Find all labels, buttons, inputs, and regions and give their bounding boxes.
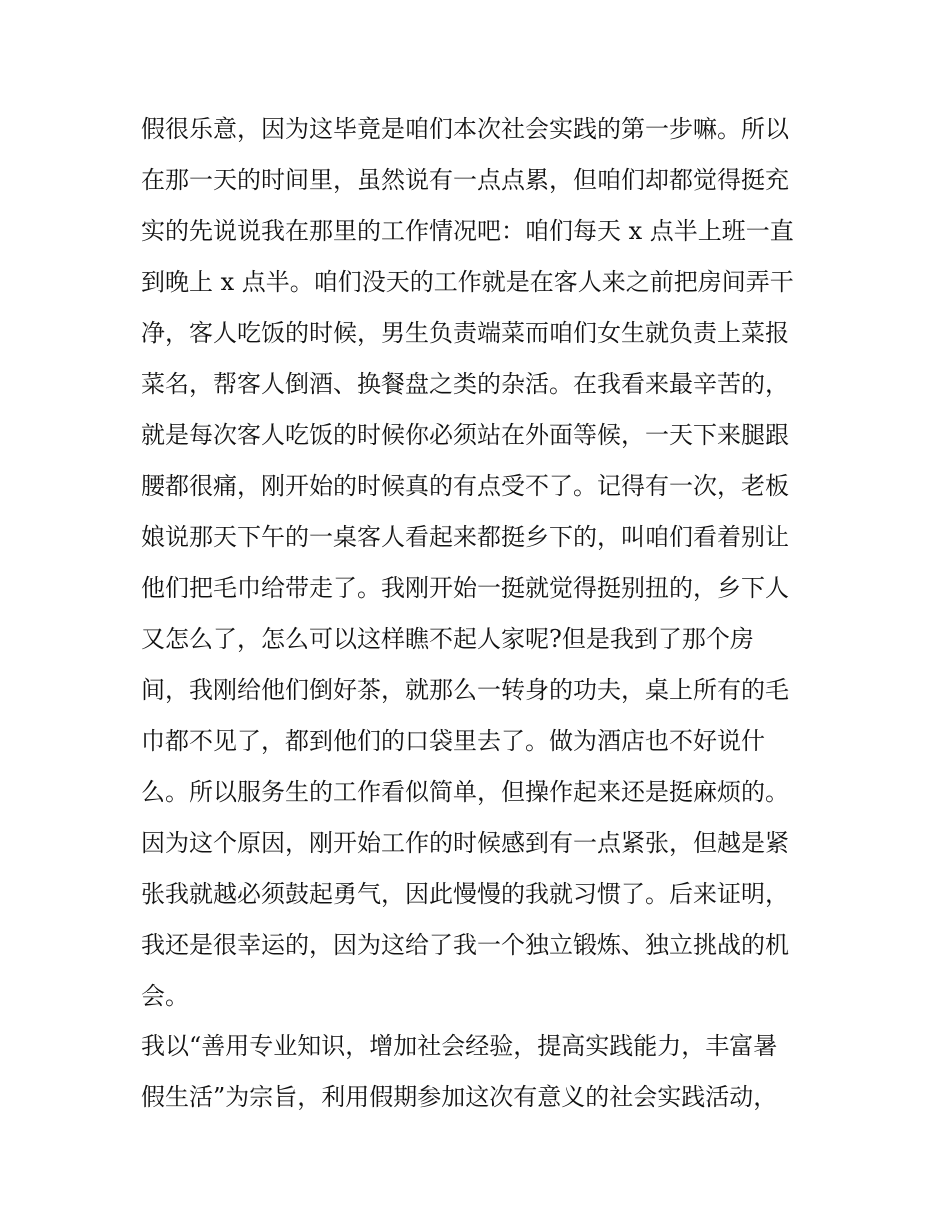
text-line: 假生活”为宗旨，利用假期参加这次有意义的社会实践活动， — [141, 1083, 778, 1111]
text-line: 假很乐意，因为这毕竟是咱们本次社会实践的第一步嘛。所以 — [141, 115, 789, 143]
paragraph-2 — [141, 1021, 821, 1123]
text-line: 我以“善用专业知识，增加社会经验，提高实践能力，丰富暑 — [141, 1032, 778, 1060]
text-line: 因为这个原因，刚开始工作的时候感到有一点紧张，但越是紧 — [141, 829, 789, 857]
text-line: 会。 — [141, 982, 189, 1010]
text-line: 我还是很幸运的，因为这给了我一个独立锻炼、独立挑战的机 — [141, 931, 789, 959]
text-line: 间，我刚给他们倒好茶，就那么一转身的功夫，桌上所有的毛 — [141, 676, 789, 704]
text-line: 净，客人吃饭的时候，男生负责端菜而咱们女生就负责上菜报 — [141, 319, 789, 347]
text-line: 在那一天的时间里，虽然说有一点点累，但咱们却都觉得挺充 — [141, 166, 789, 194]
text-line: 菜名，帮客人倒酒、换餐盘之类的杂活。在我看来最辛苦的， — [141, 370, 789, 398]
text-line: 娘说那天下午的一桌客人看起来都挺乡下的，叫咱们看着别让 — [141, 523, 789, 551]
text-line: 张我就越必须鼓起勇气，因此慢慢的我就习惯了。后来证明， — [141, 880, 789, 908]
text-line: 实的先说说我在那里的工作情况吧：咱们每天 x 点半上班一直 — [141, 217, 794, 245]
paragraph-1 — [141, 104, 821, 1022]
text-line: 巾都不见了，都到他们的口袋里去了。做为酒店也不好说什 — [141, 727, 765, 755]
text-line: 腰都很痛，刚开始的时候真的有点受不了。记得有一次，老板 — [141, 472, 789, 500]
text-line: 么。所以服务生的工作看似简单，但操作起来还是挺麻烦的。 — [141, 778, 789, 806]
text-line: 又怎么了，怎么可以这样瞧不起人家呢?但是我到了那个房 — [141, 625, 754, 653]
text-line: 到晚上 x 点半。咱们没天的工作就是在客人来之前把房间弄干 — [141, 268, 794, 296]
text-line: 就是每次客人吃饭的时候你必须站在外面等候，一天下来腿跟 — [141, 421, 789, 449]
text-line: 他们把毛巾给带走了。我刚开始一挺就觉得挺别扭的，乡下人 — [141, 574, 789, 602]
